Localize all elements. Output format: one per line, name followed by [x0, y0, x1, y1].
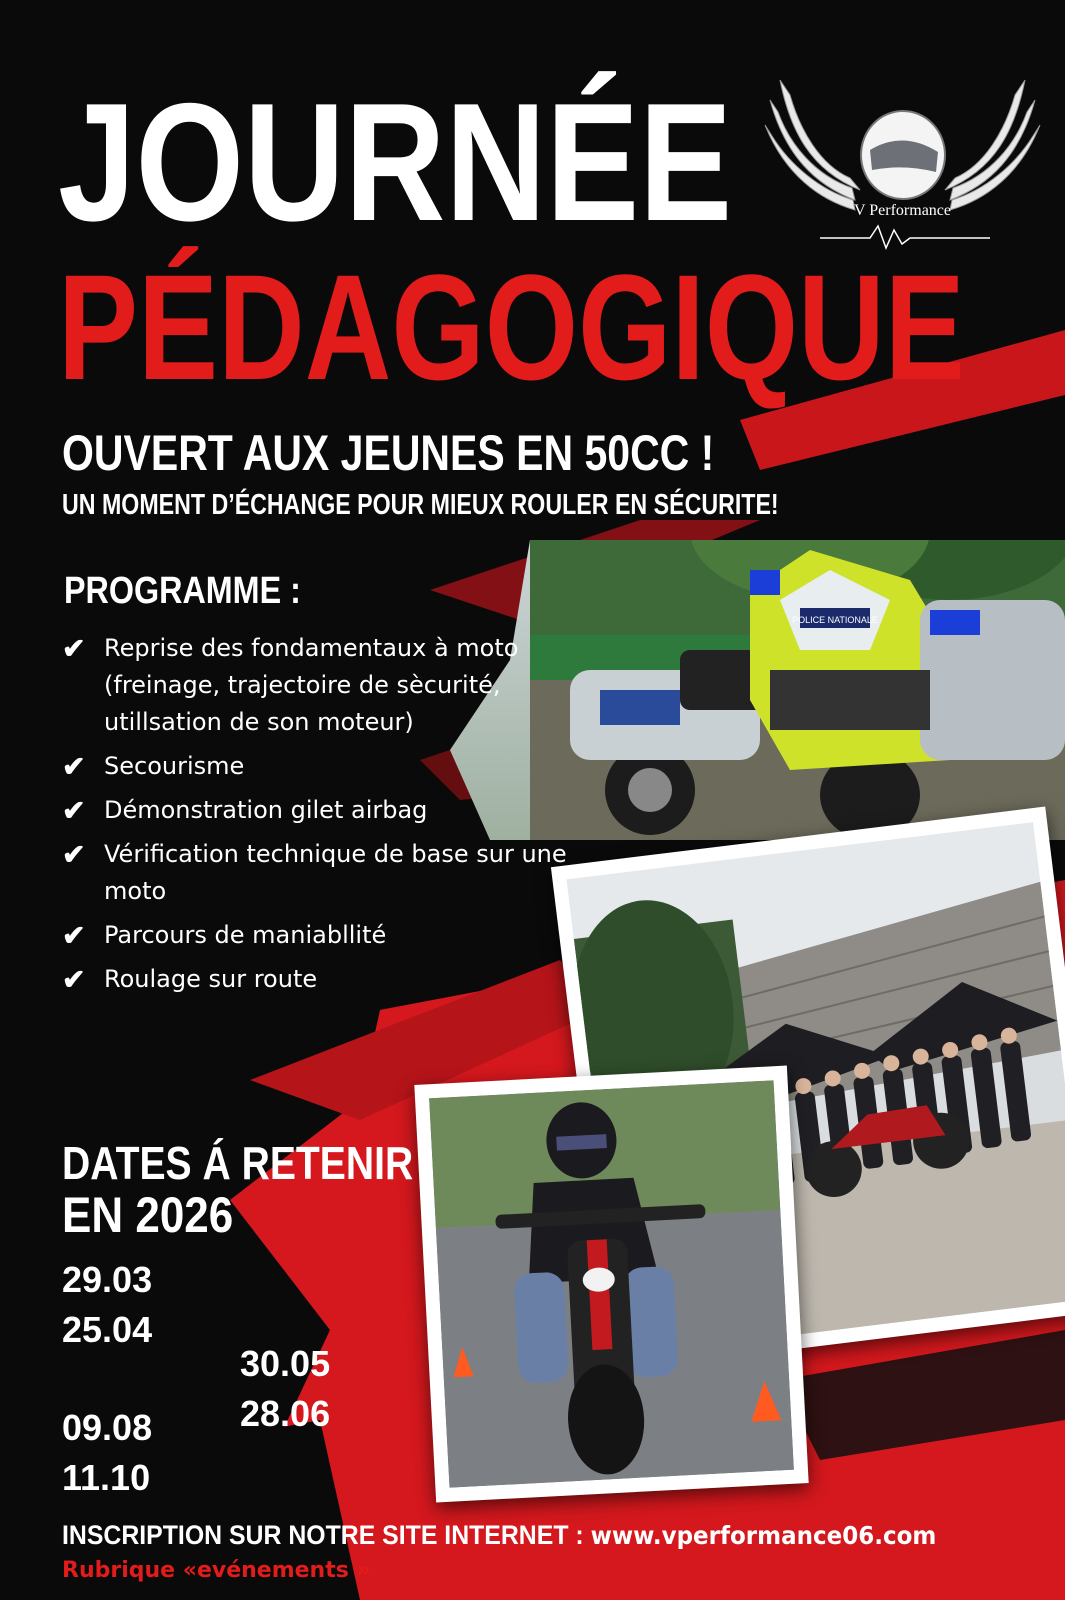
programme-title: PROGRAMME : [64, 570, 301, 612]
check-icon: ✔ [62, 751, 86, 782]
title-line-2: PÉDAGOGIQUE [58, 243, 965, 411]
programme-item: ✔ Parcours de maniabllité [62, 917, 582, 954]
programme-list [62, 630, 582, 1005]
logo-text: V Performance [854, 202, 951, 219]
check-icon: ✔ [62, 964, 86, 995]
tagline: UN MOMENT D’ÉCHANGE POUR MIEUX ROULER EN SÉCURITE! [62, 489, 779, 521]
police-badge: POLICE NATIONALE [792, 615, 878, 625]
date-item: 30.05 [240, 1343, 331, 1384]
programme-item: ✔ Secourisme [62, 748, 582, 785]
programme-item: ✔ Reprise des fondamentaux à moto (freinage, trajectoire de sècurité, utillsation de son moteur) [62, 630, 582, 741]
rider-photo [414, 1066, 808, 1503]
date-item: 29.03 [62, 1259, 153, 1300]
check-icon: ✔ [62, 920, 86, 951]
winged-helmet-icon [760, 60, 1045, 250]
dates-year: EN 2026 [62, 1187, 234, 1243]
check-icon: ✔ [62, 633, 86, 664]
date-item: 28.06 [240, 1393, 331, 1434]
dates-title: DATES Á RETENIR [62, 1137, 414, 1189]
registration-label: INSCRIPTION SUR NOTRE SITE INTERNET : [62, 1520, 591, 1550]
website-link[interactable]: www.vperformance06.com [590, 1521, 937, 1550]
programme-item: ✔ Roulage sur route [62, 961, 582, 998]
v-performance-logo [760, 60, 1045, 250]
check-icon: ✔ [62, 795, 86, 826]
programme-item: ✔ Vérification technique de base sur une moto [62, 836, 582, 910]
date-item: 11.10 [62, 1457, 151, 1498]
date-item: 25.04 [62, 1309, 153, 1350]
events-section-note: Rubrique «evénements » [62, 1558, 371, 1583]
registration-line [62, 1520, 936, 1551]
programme-item: ✔ Démonstration gilet airbag [62, 792, 582, 829]
title-line-1: JOURNÉE [58, 68, 733, 256]
date-item: 09.08 [62, 1407, 153, 1448]
subtitle: OUVERT AUX JEUNES EN 50CC ! [62, 425, 715, 481]
check-icon: ✔ [62, 839, 86, 870]
